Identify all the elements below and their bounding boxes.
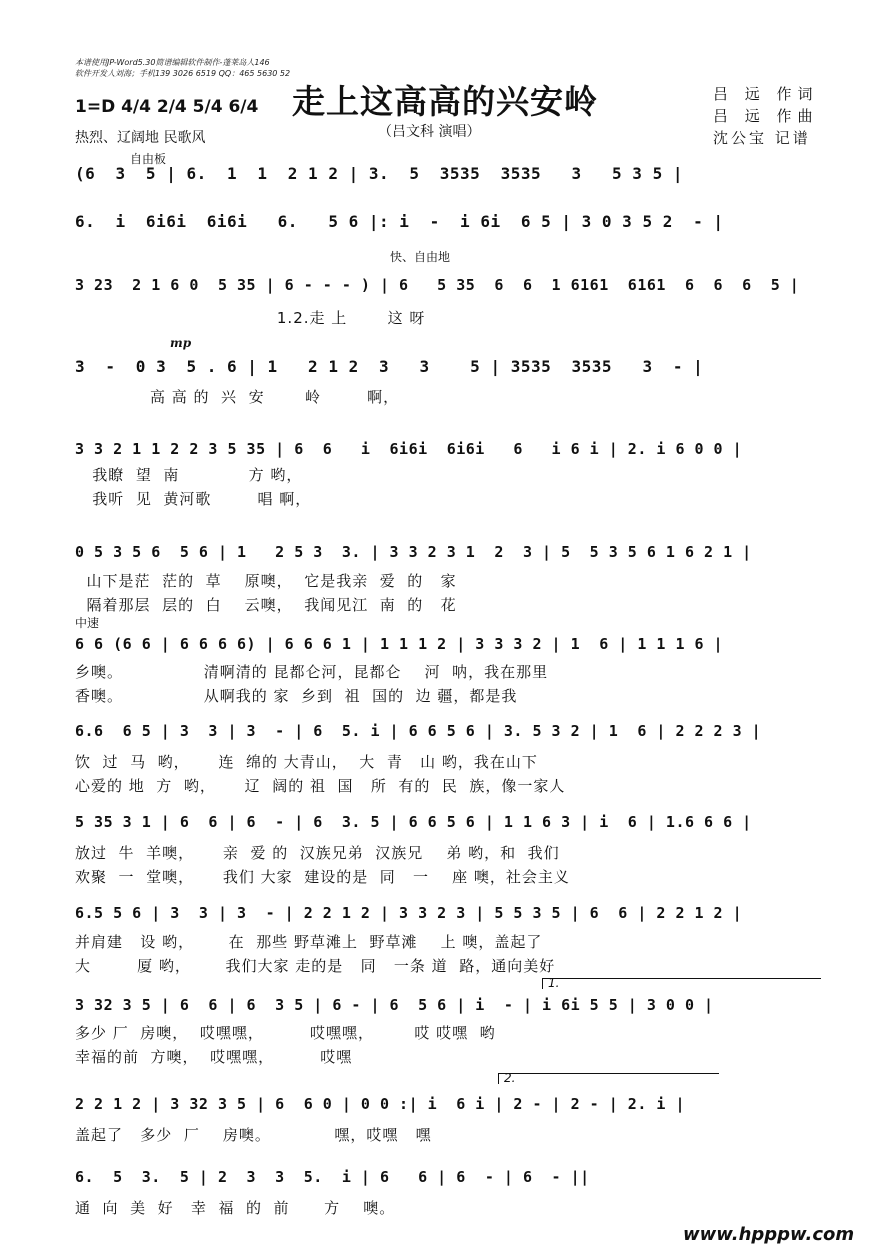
lyricist-credit: 吕 远 作词 (713, 85, 819, 103)
lyric-line-4: 高 高 的 兴 安 岭 啊， (75, 388, 400, 406)
lyric-line-10b: 大 厦 哟， 我们大家 走的是 同 一条 道 路，通向美好 (75, 957, 556, 975)
page-title: 走上这高高的兴安岭 (292, 82, 598, 121)
ending-first-bracket (542, 978, 821, 989)
lyric-line-9a: 放过 牛 羊噢， 亲 爱 的 汉族兄弟 汉族兄 弟 哟，和 我们 (75, 844, 560, 862)
lyric-line-11a: 多少 厂 房噢， 哎嘿嘿， 哎嘿嘿， 哎 哎嘿 哟 (75, 1024, 496, 1042)
score-line-5: 3 3 2 1 1 2 2 3 5 35 | 6 6 i 6i6i 6i6i 6 i 6 i | 2. i 6 0 0 | (75, 440, 743, 458)
lyric-line-7b: 香噢。 从啊我的 家 乡到 祖 国的 边 疆，都是我 (75, 687, 518, 705)
score-line-11: 3 32 3 5 | 6 6 | 6 3 5 | 6 - | 6 5 6 | i - | i 6i 5 5 | 3 0 0 | (75, 996, 714, 1014)
lyric-line-6b: 隔着那层 层的 白 云噢， 我闻见江 南 的 花 (75, 596, 457, 614)
lyric-line-10a: 并肩建 设 哟， 在 那些 野草滩上 野草滩 上 噢，盖起了 (75, 933, 543, 951)
composer-credit: 吕 远 作曲 (713, 107, 819, 125)
tempo-free: 自由板 (130, 152, 167, 166)
lyric-line-6a: 山下是茫 茫的 草 原噢， 它是我亲 爱 的 家 (75, 572, 457, 590)
lyric-line-13: 通 向 美 好 幸 福 的 前 方 噢。 (75, 1199, 396, 1217)
lyric-line-5b: 我听 见 黄河歌 唱 啊， (75, 490, 312, 508)
lyric-line-9b: 欢聚 一 堂噢， 我们 大家 建设的是 同 一 座 噢，社会主义 (75, 868, 570, 886)
lyric-line-12: 盖起了 多少 厂 房噢。 嘿，哎嘿 嘿 (75, 1126, 432, 1144)
transcriber-credit: 沈公宝 记谱 (713, 129, 811, 147)
lyric-line-11b: 幸福的前 方噢， 哎嘿嘿， 哎嘿 (75, 1048, 353, 1066)
score-line-4: 3 - 0 3 5 . 6 | 1 2 1 2 3 3 5 | 3535 3535 3 - | (75, 357, 704, 376)
site-watermark: www.hpppw.com (683, 1224, 855, 1245)
dynamic-mp: mp (170, 336, 192, 350)
lyric-line-8a: 饮 过 马 哟， 连 绵的 大青山， 大 青 山 哟，我在山下 (75, 753, 538, 771)
style-marking: 热烈、辽阔地 民歌风 (75, 130, 206, 146)
ending-second: 2. (504, 1071, 516, 1085)
score-line-1: (6 3 5 | 6. 1 1 2 1 2 | 3. 5 3535 3535 3 5 3 5 | (75, 164, 683, 183)
software-credit-line1: 本谱使用JP-Word5.30简谱编辑软件制作-蓬莱岛人146 (75, 58, 270, 67)
key-meter: 1=D 4/4 2/4 5/4 6/4 (75, 97, 259, 117)
lyric-line-8b: 心爱的 地 方 哟， 辽 阔的 祖 国 所 有的 民 族，像一家人 (75, 777, 566, 795)
score-line-8: 6.6 6 5 | 3 3 | 3 - | 6 5. i | 6 6 5 6 | 3. 5 3 2 | 1 6 | 2 2 2 3 | (75, 722, 762, 740)
ending-second-bracket (498, 1073, 719, 1084)
lyric-line-3: 1.2.走 上 这 呀 (75, 309, 426, 327)
score-line-12: 2 2 1 2 | 3 32 3 5 | 6 6 0 | 0 0 :| i 6 i | 2 - | 2 - | 2. i | (75, 1095, 685, 1113)
score-line-7: 6 6 (6 6 | 6 6 6 6) | 6 6 6 1 | 1 1 1 2 | 3 3 3 2 | 1 6 | 1 1 1 6 | (75, 635, 724, 653)
ending-first: 1. (548, 976, 560, 990)
tempo-fast-free: 快、自由地 (390, 250, 451, 264)
lyric-line-5a: 我瞭 望 南 方 哟， (75, 466, 303, 484)
score-line-13: 6. 5 3. 5 | 2 3 3 5. i | 6 6 | 6 - | 6 - || (75, 1168, 590, 1186)
tempo-moderate: 中速 (75, 616, 100, 630)
performer: （吕文科 演唱） (378, 124, 481, 140)
score-line-6: 0 5 3 5 6 5 6 | 1 2 5 3 3. | 3 3 2 3 1 2 3 | 5 5 3 5 6 1 6 2 1 | (75, 543, 752, 561)
score-line-2: 6. i 6i6i 6i6i 6. 5 6 |: i - i 6i 6 5 | 3 0 3 5 2 - | (75, 212, 724, 231)
lyric-line-7a: 乡噢。 清啊清的 昆都仑河，昆都仑 河 呐，我在那里 (75, 663, 549, 681)
software-credit-line2: 软件开发人刘海；手机139 3026 6519 QQ：465 5630 52 (75, 69, 291, 78)
score-line-10: 6.5 5 6 | 3 3 | 3 - | 2 2 1 2 | 3 3 2 3 | 5 5 3 5 | 6 6 | 2 2 1 2 | (75, 904, 743, 922)
score-line-3: 3 23 2 1 6 0 5 35 | 6 - - - ) | 6 5 35 6 6 1 6161 6161 6 6 6 5 | (75, 276, 800, 294)
score-line-9: 5 35 3 1 | 6 6 | 6 - | 6 3. 5 | 6 6 5 6 | 1 1 6 3 | i 6 | 1.6 6 6 | (75, 813, 752, 831)
